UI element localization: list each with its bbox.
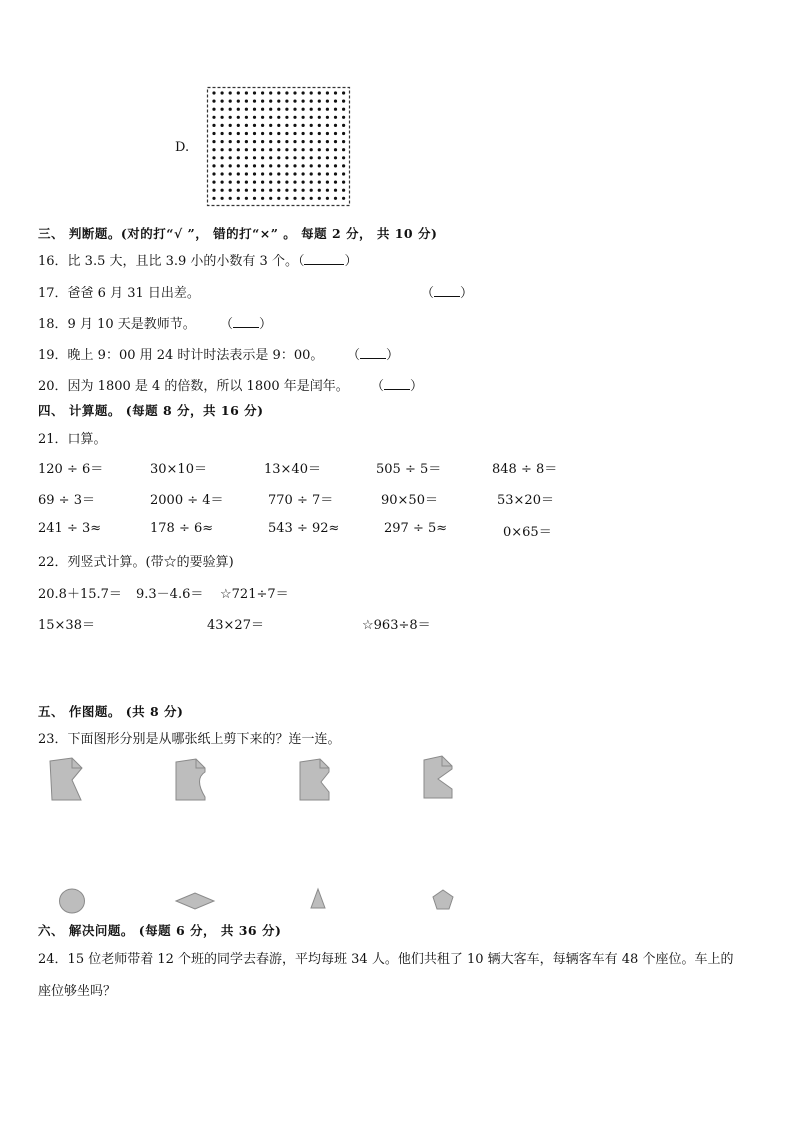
grid-dot — [293, 116, 296, 119]
grid-dot — [293, 164, 296, 167]
grid-dot — [269, 100, 272, 103]
grid-dot — [277, 189, 280, 192]
question-16-text: 16．比 3.5 大，且比 3.9 小的小数有 3 个。（ — [38, 254, 305, 269]
grid-dot — [212, 100, 215, 103]
oral-calc-3-1: 241 ÷ 3≈ — [38, 521, 102, 536]
grid-dot — [342, 124, 345, 127]
grid-dot — [285, 124, 288, 127]
grid-dot — [245, 91, 248, 94]
grid-dot — [237, 108, 240, 111]
grid-dot — [221, 100, 224, 103]
grid-dot — [237, 197, 240, 200]
grid-dot — [302, 156, 305, 159]
grid-dot — [237, 140, 240, 143]
question-18: 18．9 月 10 天是教师节。 — [38, 317, 196, 332]
grid-dot — [212, 197, 215, 200]
grid-dot — [326, 156, 329, 159]
grid-dot — [277, 197, 280, 200]
grid-dot — [229, 100, 232, 103]
grid-dot — [245, 108, 248, 111]
grid-dot — [277, 108, 280, 111]
vertical-calc-2: 9.3－4.6＝ — [136, 587, 204, 602]
grid-dot — [269, 189, 272, 192]
grid-dot — [269, 181, 272, 184]
grid-dot — [293, 100, 296, 103]
grid-dot — [269, 124, 272, 127]
grid-dot — [245, 148, 248, 151]
grid-dot — [261, 172, 264, 175]
grid-dot — [318, 181, 321, 184]
grid-dot — [302, 189, 305, 192]
grid-dot — [285, 197, 288, 200]
grid-dot — [302, 108, 305, 111]
oral-calc-2-2: 2000 ÷ 4＝ — [150, 493, 224, 508]
grid-dot — [318, 100, 321, 103]
grid-dot — [342, 181, 345, 184]
grid-dot — [302, 100, 305, 103]
grid-dot — [293, 189, 296, 192]
question-16 — [38, 250, 357, 269]
grid-dot — [334, 140, 337, 143]
grid-dot — [302, 124, 305, 127]
grid-dot — [212, 164, 215, 167]
grid-dot — [302, 197, 305, 200]
grid-dot — [253, 148, 256, 151]
grid-dot — [310, 172, 313, 175]
grid-dot — [326, 100, 329, 103]
grid-dot — [318, 116, 321, 119]
grid-dot — [253, 91, 256, 94]
grid-dot — [334, 156, 337, 159]
grid-dot — [334, 181, 337, 184]
grid-dot — [293, 132, 296, 135]
vertical-calc-3: ☆721÷7＝ — [220, 587, 289, 602]
grid-dot — [261, 116, 264, 119]
question-20: 20．因为 1800 是 4 的倍数，所以 1800 年是闰年。 — [38, 379, 349, 394]
grid-dot — [253, 100, 256, 103]
grid-dot — [318, 156, 321, 159]
grid-dot — [277, 100, 280, 103]
grid-dot — [326, 140, 329, 143]
grid-dot — [342, 116, 345, 119]
option-d-label: D. — [175, 140, 190, 155]
grid-dot — [269, 156, 272, 159]
grid-dot — [277, 148, 280, 151]
oral-calc-3-2: 178 ÷ 6≈ — [150, 521, 214, 536]
grid-dot — [302, 91, 305, 94]
grid-dot — [302, 172, 305, 175]
grid-dot — [221, 116, 224, 119]
dotted-grid-figure — [206, 86, 352, 208]
grid-dot — [285, 108, 288, 111]
grid-dot — [310, 164, 313, 167]
grid-dot — [237, 189, 240, 192]
grid-dot — [285, 132, 288, 135]
grid-dot — [221, 108, 224, 111]
question-24-line1: 24．15 位老师带着 12 个班的同学去春游，平均每班 34 人。他们共租了 10 辆大客车，每辆客车有 48 个座位。车上的 — [38, 952, 734, 967]
grid-dot — [285, 156, 288, 159]
grid-dot — [221, 189, 224, 192]
grid-dot — [334, 100, 337, 103]
grid-dot — [310, 148, 313, 151]
grid-dot — [229, 172, 232, 175]
grid-dot — [277, 181, 280, 184]
grid-dot — [277, 91, 280, 94]
grid-dot — [342, 148, 345, 151]
grid-dot — [334, 164, 337, 167]
grid-dot — [318, 91, 321, 94]
grid-dot — [326, 148, 329, 151]
answer-blank-18[interactable] — [233, 315, 259, 328]
grid-dot — [326, 116, 329, 119]
grid-dot — [293, 148, 296, 151]
grid-dot — [326, 197, 329, 200]
grid-dot — [245, 189, 248, 192]
grid-dot — [237, 172, 240, 175]
grid-dot — [253, 132, 256, 135]
section6-heading: 六、 解决问题。 (每题 6 分， 共 36 分) — [38, 923, 282, 938]
grid-dot — [318, 164, 321, 167]
oral-calc-3-5: 0×65＝ — [503, 525, 552, 540]
oral-calc-1-5: 848 ÷ 8＝ — [492, 462, 558, 477]
section3-heading: 三、 判断题。(对的打“√ ”， 错的打“×” 。 每题 2 分， 共 10 分) — [38, 226, 438, 241]
grid-dot — [285, 100, 288, 103]
grid-dot — [221, 124, 224, 127]
grid-dot — [269, 132, 272, 135]
question-16-close: ） — [344, 254, 358, 269]
grid-dot — [326, 132, 329, 135]
grid-dot — [253, 116, 256, 119]
question-19: 19．晚上 9：00 用 24 时计时法表示是 9：00。 — [38, 348, 324, 363]
grid-dot — [229, 140, 232, 143]
grid-dot — [237, 124, 240, 127]
grid-dot — [212, 124, 215, 127]
grid-dot — [253, 140, 256, 143]
grid-dot — [285, 116, 288, 119]
grid-dot — [261, 164, 264, 167]
grid-dot — [302, 181, 305, 184]
grid-dot — [269, 148, 272, 151]
grid-dot — [253, 189, 256, 192]
question-20-answer: （ ） — [371, 379, 424, 394]
oral-calc-1-2: 30×10＝ — [150, 462, 207, 477]
section4-heading: 四、 计算题。 (每题 8 分，共 16 分) — [38, 403, 264, 418]
grid-dot — [261, 156, 264, 159]
vertical-calc-4: 15×38＝ — [38, 618, 95, 633]
grid-dot — [342, 132, 345, 135]
grid-dot — [318, 172, 321, 175]
grid-dot — [310, 91, 313, 94]
cut-paper-2 — [172, 756, 212, 804]
grid-dot — [342, 197, 345, 200]
question-22: 22．列竖式计算。(带☆的要验算) — [38, 555, 234, 570]
question-18-answer: （ ） — [220, 317, 273, 332]
grid-dot — [302, 140, 305, 143]
grid-dot — [302, 132, 305, 135]
grid-dot — [285, 91, 288, 94]
grid-dot — [277, 172, 280, 175]
grid-dot — [212, 140, 215, 143]
triangle-shape — [306, 886, 330, 912]
grid-dot — [326, 124, 329, 127]
grid-dot — [318, 124, 321, 127]
grid-dot — [237, 148, 240, 151]
grid-dot — [245, 140, 248, 143]
grid-dot — [334, 189, 337, 192]
rhombus-shape — [173, 890, 217, 912]
pentagon-shape — [429, 887, 457, 913]
grid-dot — [293, 124, 296, 127]
grid-dot — [277, 156, 280, 159]
grid-dot — [334, 91, 337, 94]
grid-dot — [293, 156, 296, 159]
grid-dot — [237, 100, 240, 103]
circle-shape — [56, 886, 88, 916]
grid-dot — [326, 108, 329, 111]
grid-dot — [253, 197, 256, 200]
grid-dot — [245, 124, 248, 127]
answer-blank-20[interactable] — [384, 377, 410, 390]
grid-dot — [245, 181, 248, 184]
grid-dot — [285, 164, 288, 167]
question-21: 21．口算。 — [38, 432, 107, 447]
question-24-line2: 座位够坐吗？ — [38, 984, 117, 999]
grid-dot — [334, 148, 337, 151]
grid-dot — [221, 132, 224, 135]
grid-dot — [342, 164, 345, 167]
grid-dot — [269, 164, 272, 167]
oral-calc-3-4: 297 ÷ 5≈ — [384, 521, 448, 536]
grid-dot — [277, 124, 280, 127]
grid-dot — [318, 108, 321, 111]
answer-blank-16[interactable] — [304, 252, 344, 265]
grid-dot — [221, 148, 224, 151]
grid-dot — [245, 172, 248, 175]
vertical-calc-1: 20.8＋15.7＝ — [38, 587, 122, 602]
grid-dot — [285, 181, 288, 184]
grid-dot — [212, 148, 215, 151]
grid-dot — [212, 116, 215, 119]
grid-dot — [310, 181, 313, 184]
question-23: 23．下面图形分别是从哪张纸上剪下来的？连一连。 — [38, 732, 341, 747]
grid-dot — [302, 148, 305, 151]
section5-heading: 五、 作图题。 (共 8 分) — [38, 704, 184, 719]
grid-dot — [212, 172, 215, 175]
grid-dot — [229, 148, 232, 151]
grid-dot — [326, 164, 329, 167]
grid-dot — [334, 124, 337, 127]
grid-dot — [261, 189, 264, 192]
grid-dot — [293, 181, 296, 184]
grid-dot — [212, 181, 215, 184]
grid-dot — [253, 108, 256, 111]
grid-dot — [334, 172, 337, 175]
grid-dot — [342, 172, 345, 175]
grid-dot — [253, 156, 256, 159]
oral-calc-3-3: 543 ÷ 92≈ — [268, 521, 340, 536]
grid-dot — [212, 91, 215, 94]
grid-dot — [310, 140, 313, 143]
grid-dot — [261, 132, 264, 135]
vertical-calc-5: 43×27＝ — [207, 618, 264, 633]
question-17-answer: （ ） — [421, 286, 474, 301]
grid-dot — [342, 140, 345, 143]
grid-dot — [326, 172, 329, 175]
grid-dot — [229, 124, 232, 127]
grid-dot — [261, 108, 264, 111]
oral-calc-1-1: 120 ÷ 6＝ — [38, 462, 104, 477]
grid-dot — [293, 108, 296, 111]
grid-dot — [229, 91, 232, 94]
grid-dot — [237, 132, 240, 135]
grid-dot — [229, 189, 232, 192]
grid-dot — [310, 189, 313, 192]
grid-dot — [229, 156, 232, 159]
grid-dot — [245, 132, 248, 135]
grid-dot — [334, 108, 337, 111]
grid-dot — [293, 140, 296, 143]
grid-dot — [245, 116, 248, 119]
grid-dot — [221, 164, 224, 167]
grid-dot — [334, 197, 337, 200]
grid-dot — [318, 140, 321, 143]
grid-dot — [261, 124, 264, 127]
vertical-calc-6: ☆963÷8＝ — [362, 618, 431, 633]
grid-dot — [269, 91, 272, 94]
grid-dot — [237, 164, 240, 167]
grid-dot — [318, 197, 321, 200]
question-19-answer: （ ） — [347, 348, 400, 363]
grid-dot — [237, 91, 240, 94]
grid-dot — [237, 116, 240, 119]
grid-dot — [277, 132, 280, 135]
oral-calc-1-3: 13×40＝ — [264, 462, 321, 477]
grid-dot — [310, 116, 313, 119]
grid-dot — [245, 164, 248, 167]
grid-dot — [245, 197, 248, 200]
grid-dot — [229, 132, 232, 135]
grid-dot — [221, 91, 224, 94]
grid-dot — [253, 181, 256, 184]
grid-dot — [237, 156, 240, 159]
grid-dot — [261, 140, 264, 143]
grid-dot — [261, 91, 264, 94]
grid-dot — [277, 164, 280, 167]
answer-blank-17[interactable] — [434, 284, 460, 297]
grid-dot — [229, 197, 232, 200]
grid-dot — [285, 140, 288, 143]
grid-dot — [253, 172, 256, 175]
grid-dot — [229, 164, 232, 167]
grid-dot — [277, 116, 280, 119]
grid-dot — [342, 100, 345, 103]
cut-paper-3 — [296, 756, 336, 804]
oral-calc-2-3: 770 ÷ 7＝ — [268, 493, 334, 508]
grid-dot — [342, 108, 345, 111]
grid-dot — [212, 108, 215, 111]
grid-dot — [285, 148, 288, 151]
cut-paper-4 — [420, 754, 460, 802]
answer-blank-19[interactable] — [360, 346, 386, 359]
grid-dot — [310, 197, 313, 200]
grid-dot — [269, 108, 272, 111]
grid-dot — [318, 132, 321, 135]
grid-dot — [212, 156, 215, 159]
grid-dot — [221, 181, 224, 184]
grid-dot — [342, 156, 345, 159]
grid-dot — [221, 156, 224, 159]
grid-dot — [310, 100, 313, 103]
grid-dot — [261, 148, 264, 151]
grid-dot — [269, 140, 272, 143]
grid-dot — [269, 172, 272, 175]
grid-dot — [212, 132, 215, 135]
grid-dot — [229, 181, 232, 184]
grid-dot — [245, 100, 248, 103]
grid-dot — [293, 91, 296, 94]
grid-dot — [326, 91, 329, 94]
grid-dot — [229, 116, 232, 119]
grid-dot — [221, 140, 224, 143]
grid-dot — [293, 197, 296, 200]
grid-dot — [342, 91, 345, 94]
grid-dot — [285, 172, 288, 175]
grid-dot — [221, 172, 224, 175]
oral-calc-2-4: 90×50＝ — [381, 493, 438, 508]
grid-dot — [310, 132, 313, 135]
grid-dot — [253, 124, 256, 127]
grid-dot — [334, 132, 337, 135]
grid-dot — [310, 124, 313, 127]
grid-dot — [221, 197, 224, 200]
grid-dot — [285, 189, 288, 192]
oral-calc-1-4: 505 ÷ 5＝ — [376, 462, 442, 477]
grid-dot — [326, 189, 329, 192]
grid-dot — [269, 116, 272, 119]
grid-dot — [261, 197, 264, 200]
grid-dot — [302, 116, 305, 119]
grid-dot — [261, 181, 264, 184]
grid-dot — [326, 181, 329, 184]
grid-dot — [318, 189, 321, 192]
grid-dot — [253, 164, 256, 167]
grid-dot — [261, 100, 264, 103]
grid-dot — [334, 116, 337, 119]
question-17: 17．爸爸 6 月 31 日出差。 — [38, 286, 200, 301]
grid-dot — [318, 148, 321, 151]
cut-paper-1 — [46, 756, 86, 804]
grid-dot — [277, 140, 280, 143]
grid-dot — [269, 197, 272, 200]
grid-dot — [310, 156, 313, 159]
grid-dot — [245, 156, 248, 159]
oral-calc-2-1: 69 ÷ 3＝ — [38, 493, 95, 508]
grid-dot — [229, 108, 232, 111]
oral-calc-2-5: 53×20＝ — [497, 493, 554, 508]
grid-dot — [212, 189, 215, 192]
grid-dot — [310, 108, 313, 111]
grid-dot — [342, 189, 345, 192]
grid-dot — [237, 181, 240, 184]
grid-dot — [293, 172, 296, 175]
grid-dot — [302, 164, 305, 167]
